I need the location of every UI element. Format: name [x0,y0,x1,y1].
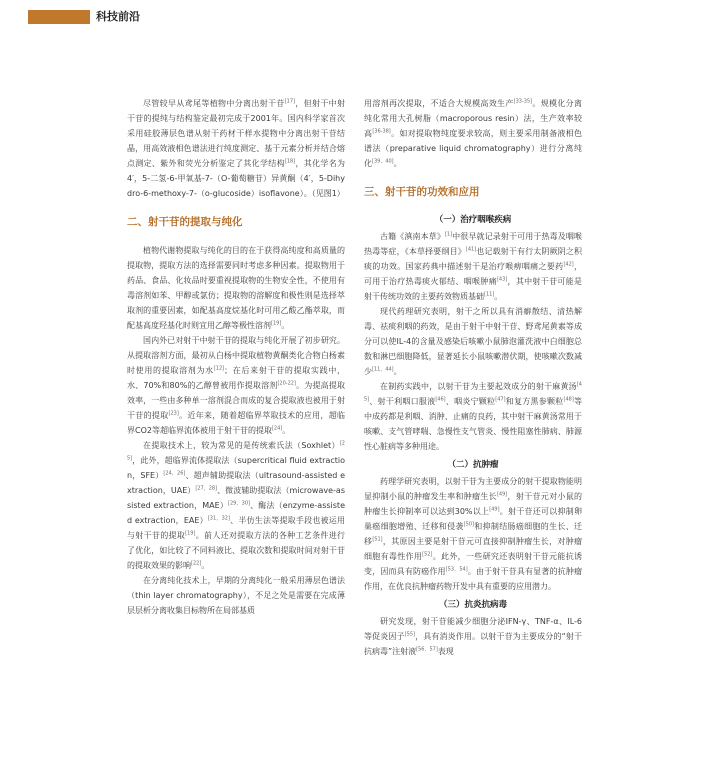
paragraph [364,474,582,594]
citation-ref: [31，32] [207,515,230,522]
text-run: 尽管较早从鸢尾等植物中分离出射干苷 [143,99,285,108]
section-heading: 二、射干苷的提取与纯化 [127,216,243,228]
text-run: 、酶法（enzyme-assisted extraction，EAE） [127,501,345,525]
citation-ref: [19] [185,530,196,537]
citation-ref: [29，30] [228,500,250,507]
citation-ref: [43] [496,276,508,283]
text-run: 。如对提取物纯度要求较高，则主要采用制备液相色谱法（preparative liquid chromatography）进行分离纯化 [364,129,583,168]
paragraph [127,573,345,618]
paragraph [364,614,582,659]
citation-ref: [25] [127,440,345,462]
text-run: 中很早就记录射干可用于热毒及咽喉热毒等症，《本草择要纲目》 [364,232,582,256]
text-run: 。射干苷还可以抑制卵巢癌细胞增殖、迁移和侵袭 [364,507,583,531]
paragraph [364,304,582,379]
text-run: ，但射干中射干苷的提纯与结构鉴定最初完成于2001年。国内科学家首次采用硅胶薄层色谱从射干药材干样水提物中分离出射干苷结晶，用高效液相色谱法进行纯度测定、基于元素分析并结合熔点测定、紫外和荧光分析鉴定了其化学结构 [127,99,346,168]
text-run: 等中成药都是利咽、消肿、止痛的良药，其中射干麻黄汤常用于咳嗽、支气管哮喘、急慢性支气管炎、慢性阻塞性肺病、肺源性心脏病等多种用途。 [364,397,583,451]
citation-ref: [33-35] [513,98,533,105]
subsection-heading: （二）抗肿瘤 [447,460,499,470]
paragraph [364,379,582,454]
text-run: 、超声辅助提取法（ultrasound-assisted extraction，UAE） [127,471,345,495]
text-run: 。此外，一些研究还表明射干苷元能抗诱变，因而具有防癌作用 [364,552,583,576]
text-run: 和抑制结肠癌细胞的生长、迁移 [364,522,583,546]
text-run: 研究发现，射干苷能减少细胞分泌IFN-γ、TNF-α、IL-6等促炎因子 [364,617,582,641]
text-run: 。 [393,159,402,168]
subsection-heading: （三）抗炎抗病毒 [438,600,507,610]
paragraph [127,438,345,573]
section-heading: 三、射干苷的功效和应用 [364,186,480,198]
text-run: ，其原因主要是射干苷元可直接抑制肿瘤生长，对肿瘤细胞有毒性作用 [364,537,583,561]
citation-ref: [53，54] [445,566,468,573]
text-run: 。近年来，随着超临界萃取技术的应用，超临界CO2等超临界流体被用于射干苷的提取 [127,411,345,435]
text-run: 。规模化分离纯化常用大孔树脂（macroporous resin）法，生产效率较高 [364,99,582,138]
citation-ref: [1] [444,231,453,238]
text-run: ，其化学名为4′，5-二氢-6-甲氧基-7-（O-葡萄糖苷）异黄酮（4′，5-Dihydro-6-methoxy-7-（o-glucoside）isoflavone）。（见图1） [127,159,346,198]
text-run: 。 [393,367,402,376]
citation-ref: [48] [563,396,574,403]
paragraph [127,96,345,201]
text-run: 在提取技术上，较为常见的是传统索氏法（Soxhlet） [143,441,340,450]
citation-ref: [45] [364,381,582,403]
citation-ref: [11] [484,291,495,298]
citation-ref: [17] [284,98,295,105]
citation-ref: [52] [422,551,433,558]
section-tag: 科技前沿 [96,10,140,23]
text-run: 。 [201,561,210,570]
subsection-heading: （一）治疗咽喉疾病 [434,215,512,225]
paragraph [364,229,582,304]
citation-ref: [49] [489,506,500,513]
citation-ref: [11，44] [372,366,394,373]
citation-ref: [47] [495,396,506,403]
citation-ref: [55] [404,631,415,638]
text-run: ，其中射干苷可能是射干传统功效的主要药效物质基础 [364,277,583,301]
citation-ref: [41] [465,246,477,253]
text-run: 、微波辅助提取法（microwave-assisted extraction，MAE） [127,486,345,510]
right-column [364,96,582,659]
text-run: 古籍《滇南本草》 [380,232,445,241]
citation-ref: [27，28] [195,485,218,492]
citation-ref: [36-38] [372,128,391,135]
text-run: 、射干利咽口服液 [369,397,436,406]
text-run: ，射干苷元对小鼠的肿瘤生长抑制率可以达到30%以上 [364,492,583,516]
citation-ref: [49] [496,491,508,498]
citation-ref: [46] [435,396,446,403]
citation-ref: [42] [563,261,574,268]
text-run: ，具有消炎作用。以射干苷为主要成分的“射干抗病毒”注射液 [364,632,583,656]
text-run: 。前人还对提取方法的各种工艺条件进行了优化，如比较了不同料液比、提取次数和提取时间对射干苷的提取效果的影响 [127,531,346,570]
text-run: 。 [494,292,503,301]
text-run: 药理学研究表明，以射干苷为主要成分的射干提取物能明显抑制小鼠的肿瘤发生率和肿瘤生长 [364,477,582,501]
text-run: 表现 [437,647,454,656]
text-run: ，此外，超临界流体提取法（supercritical fluid extraction，SFE） [127,456,345,480]
citation-ref: [24，26] [163,470,186,477]
text-run: 国内外已对射干中射干苷的提取与纯化开展了初步研究。从提取溶剂方面，最初从白杨中提取植物黄酮类化合物白杨素时使用的提取溶剂为水 [127,336,345,375]
header-accent-bar [28,10,90,24]
text-run: 。由于射干苷具有显著的抗肿瘤作用，在优良抗肿瘤药物开发中具有重要的应用潜力。 [364,567,583,591]
citation-ref: [51] [372,536,383,543]
text-run: ；在后来射干苷的提取实践中，水、70%和80%的乙醇曾被用作提取溶剂 [127,366,346,390]
paragraph [127,243,345,333]
text-run: 在分离纯化技术上，早期的分离纯化一般采用薄层色谱法（thin layer chromatography），不足之处是需要在完成薄层层析分离收集目标物所在局部基质 [127,576,345,615]
text-run: 。为提高提取效率，一些由多种单一溶剂混合而成的复合提取液也被用于射干苷的提取 [127,381,346,420]
citation-ref: [23] [168,410,179,417]
text-run: 。 [281,321,290,330]
text-run: 和复方黑参颗粒 [505,397,564,406]
text-run: 植物代谢物提取与纯化的目的在于获得高纯度和高质量的提取物，提取方法的选择需要同时考虑多种因素。提取物用于药品、食品、化妆品时要重视提取物的生物安全性，不使用有毒溶剂如苯、甲醇或氯仿；提取物的溶解度和极性则是选择萃取剂的重要因素，如配基高度烷基化时可用乙酸乙酯萃取，而配基高度羟基化时则宜用乙醇等极性溶剂 [127,246,345,330]
text-run: 。 [282,426,291,435]
text-run: 现代药理研究表明，射干之所以具有消癖散结、清热解毒、祛痰利咽的药效，是由于射干中射干苷、野鸢尾黄素等成分可以使IL-4的含量及感染后咳嗽小鼠肺泡灌洗液中白细胞总数和淋巴细胞降低，显著延长小鼠咳嗽潜伏期，使咳嗽次数减少 [364,307,582,376]
text-run: 用溶剂再次提取，不适合大规模高效生产 [364,99,514,108]
paragraph [364,96,582,171]
citation-ref: [39，40] [372,158,394,165]
text-run: ，可用于治疗热毒痰火郁结、咽喉肿痛 [364,262,583,286]
citation-ref: [18] [284,158,296,165]
text-run: 在制药实践中，以射干苷为主要起效成分的射干麻黄汤 [380,382,577,391]
text-run: 、咽炎宁颗粒 [445,397,496,406]
paragraph [127,333,345,438]
left-column [127,96,345,618]
citation-ref: [19] [271,320,282,327]
text-run: 、半仿生法等提取手段也被运用与射干苷的提取 [127,516,345,540]
citation-ref: [50] [463,521,474,528]
citation-ref: [56，57] [416,646,438,653]
citation-ref: [20-22] [277,380,296,387]
text-run: 也记载射干有行太阴厥阴之积痰的功效。国家药典中描述射干是治疗喉痹咽痛之要药 [364,247,583,271]
citation-ref: [24] [271,425,283,432]
citation-ref: [22] [191,560,202,567]
citation-ref: [12] [213,365,225,372]
